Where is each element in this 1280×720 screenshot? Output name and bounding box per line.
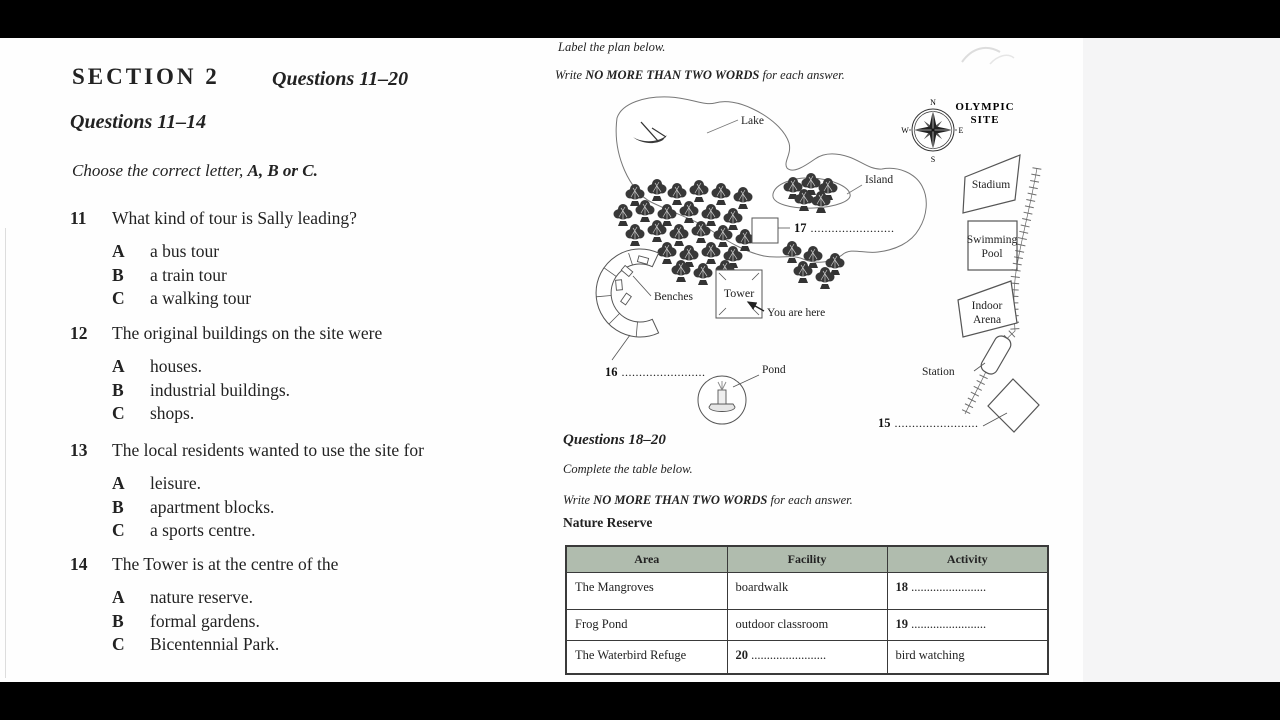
- complete-table-instruction: Complete the table below.: [563, 462, 693, 476]
- answer-dots: ........................: [908, 617, 987, 631]
- cell-area: [566, 573, 727, 610]
- option-c: [112, 519, 540, 543]
- question-12: [70, 322, 540, 426]
- indoor-arena-label-line2: Arena: [972, 314, 1002, 326]
- table-row: [566, 610, 1048, 641]
- question-number: 12: [70, 323, 88, 343]
- cell-facility: [727, 573, 887, 610]
- nature-reserve-table-title: Nature Reserve: [563, 515, 653, 530]
- option-text: a bus tour: [150, 241, 220, 261]
- instruction-prefix: Choose the correct letter,: [72, 161, 248, 180]
- cell-activity: [887, 641, 1048, 674]
- island-label: Island: [865, 174, 894, 186]
- write-words-instruction-2: [563, 493, 853, 508]
- swimming-pool-label-line1: Swimming: [966, 234, 1018, 246]
- question-11-stem: [70, 207, 540, 229]
- option-a: [112, 586, 540, 610]
- q16-answer-blank: [605, 365, 706, 379]
- table-row: [566, 641, 1048, 674]
- label-plan-instruction: Label the plan below.: [558, 40, 666, 54]
- option-letter: B: [112, 496, 124, 517]
- compass-e-label: E: [958, 126, 964, 135]
- option-a: [112, 472, 540, 496]
- question-number: 11: [70, 208, 87, 228]
- benches-leader-line: [633, 276, 651, 296]
- scan-margin: [1083, 38, 1280, 682]
- q17-number: 17: [794, 221, 807, 235]
- you-are-here-label: You are here: [767, 307, 826, 319]
- option-text: houses.: [150, 356, 203, 376]
- answer-number: 18: [895, 580, 908, 594]
- compass-s-label: S: [930, 155, 936, 164]
- question-13: [70, 439, 540, 543]
- option-b: [112, 610, 540, 634]
- table-header-row: [566, 546, 1048, 573]
- option-c: [112, 287, 540, 311]
- option-text: a sports centre.: [150, 520, 256, 540]
- cell-area: [566, 641, 727, 674]
- cell-text: bird watching: [895, 648, 965, 662]
- option-text: apartment blocks.: [150, 496, 275, 517]
- table-header-activity: Activity: [887, 546, 1048, 573]
- option-b: [112, 379, 540, 403]
- option-text: industrial buildings.: [150, 379, 290, 400]
- compass-n-label: N: [930, 98, 936, 107]
- benches-label: Benches: [654, 291, 693, 303]
- cell-text: boardwalk: [735, 580, 789, 594]
- question-14-options: [112, 586, 540, 657]
- section-question-range: Questions 11–20: [272, 68, 409, 90]
- question-13-options: [112, 472, 540, 543]
- lake-label: Lake: [741, 115, 764, 127]
- cell-facility: [727, 610, 887, 641]
- question-11-options: [112, 240, 540, 311]
- cell-area: [566, 610, 727, 641]
- q16-dots: ........................: [621, 365, 706, 379]
- option-letter: A: [112, 587, 125, 607]
- section-title: SECTION 2: [72, 64, 220, 89]
- option-b: [112, 264, 540, 288]
- q16-leader-line: [612, 335, 630, 360]
- question-14-stem: [70, 553, 540, 575]
- option-letter: B: [112, 264, 124, 285]
- q17-building-box: [752, 218, 778, 243]
- olympic-site-label-line1: OLYMPIC: [955, 101, 1015, 113]
- cell-activity-q18: [887, 573, 1048, 610]
- q17-dots: ........................: [810, 221, 895, 235]
- stadium-label: Stadium: [971, 179, 1011, 191]
- question-number: 13: [70, 440, 88, 460]
- station-label: Station: [922, 366, 955, 378]
- scan-fold-artifact: [5, 228, 6, 678]
- benches-structure: [596, 249, 659, 337]
- cell-facility-q20: [727, 641, 887, 674]
- q15-dots: ........................: [894, 416, 979, 430]
- option-text: Bicentennial Park.: [150, 634, 280, 654]
- answer-number: 19: [895, 617, 908, 631]
- swimming-pool-label-line2: Pool: [981, 248, 1003, 260]
- table-row: [566, 573, 1048, 610]
- option-letter: A: [112, 241, 125, 261]
- option-letter: A: [112, 473, 125, 493]
- option-letter: B: [112, 379, 124, 400]
- option-text: nature reserve.: [150, 587, 253, 607]
- write-bold: NO MORE THAN TWO WORDS: [585, 68, 760, 82]
- station-shape: [979, 333, 1014, 376]
- scan-artifact: [950, 40, 1020, 70]
- write-suffix: for each answer.: [759, 68, 845, 82]
- option-a: [112, 240, 540, 264]
- cell-text: outdoor classroom: [735, 617, 829, 631]
- write-suffix: for each answer.: [767, 493, 853, 507]
- question-12-stem: [70, 322, 540, 344]
- write-bold: NO MORE THAN TWO WORDS: [593, 493, 768, 507]
- option-text: formal gardens.: [150, 610, 260, 631]
- answer-number: 20: [735, 648, 748, 662]
- answer-dots: ........................: [748, 648, 827, 662]
- question-text: The original buildings on the site were: [112, 323, 383, 343]
- subsection-title: Questions 11–14: [70, 111, 207, 133]
- cell-text: The Mangroves: [575, 580, 654, 594]
- question-12-options: [112, 355, 540, 426]
- q15-building-shape: [988, 379, 1039, 432]
- site-plan-map: [555, 88, 1085, 434]
- q15-number: 15: [878, 416, 891, 430]
- olympic-site-label-line2: SITE: [970, 114, 1000, 126]
- option-letter: C: [112, 520, 125, 540]
- option-c: [112, 633, 540, 657]
- q16-number: 16: [605, 365, 618, 379]
- scanned-test-page: [0, 38, 1280, 682]
- cell-text: Frog Pond: [575, 617, 628, 631]
- compass-rose-icon: [901, 98, 963, 164]
- option-b: [112, 496, 540, 520]
- write-words-instruction: [555, 68, 845, 83]
- option-c: [112, 402, 540, 426]
- question-text: What kind of tour is Sally leading?: [112, 208, 357, 228]
- instruction-bold: A, B or C.: [247, 161, 318, 180]
- nature-reserve-table: [565, 545, 1049, 675]
- table-header-facility: Facility: [727, 546, 887, 573]
- question-text: The local residents wanted to use the site for: [112, 440, 424, 460]
- answer-dots: ........................: [908, 580, 987, 594]
- question-text: The Tower is at the centre of the: [112, 554, 339, 574]
- option-letter: C: [112, 634, 125, 654]
- choose-letter-instruction: [72, 161, 318, 181]
- option-letter: C: [112, 288, 125, 308]
- q15-answer-blank: [878, 416, 979, 430]
- option-a: [112, 355, 540, 379]
- option-text: leisure.: [150, 473, 202, 493]
- pond-label: Pond: [762, 364, 786, 376]
- question-13-stem: [70, 439, 540, 461]
- questions-18-20-title: Questions 18–20: [563, 432, 666, 448]
- cell-text: The Waterbird Refuge: [575, 648, 687, 662]
- compass-w-label: W: [901, 126, 909, 135]
- option-text: a train tour: [150, 264, 227, 285]
- option-text: a walking tour: [150, 288, 252, 308]
- question-14: [70, 553, 540, 657]
- tower-label: Tower: [723, 286, 755, 300]
- table-header-area: Area: [566, 546, 727, 573]
- option-letter: C: [112, 403, 125, 423]
- option-text: shops.: [150, 403, 195, 423]
- option-letter: A: [112, 356, 125, 376]
- cell-activity-q19: [887, 610, 1048, 641]
- question-number: 14: [70, 554, 88, 574]
- indoor-arena-label-line1: Indoor: [971, 300, 1003, 312]
- write-prefix: Write: [563, 493, 594, 507]
- write-prefix: Write: [555, 68, 586, 82]
- option-letter: B: [112, 610, 124, 631]
- question-11: [70, 207, 540, 311]
